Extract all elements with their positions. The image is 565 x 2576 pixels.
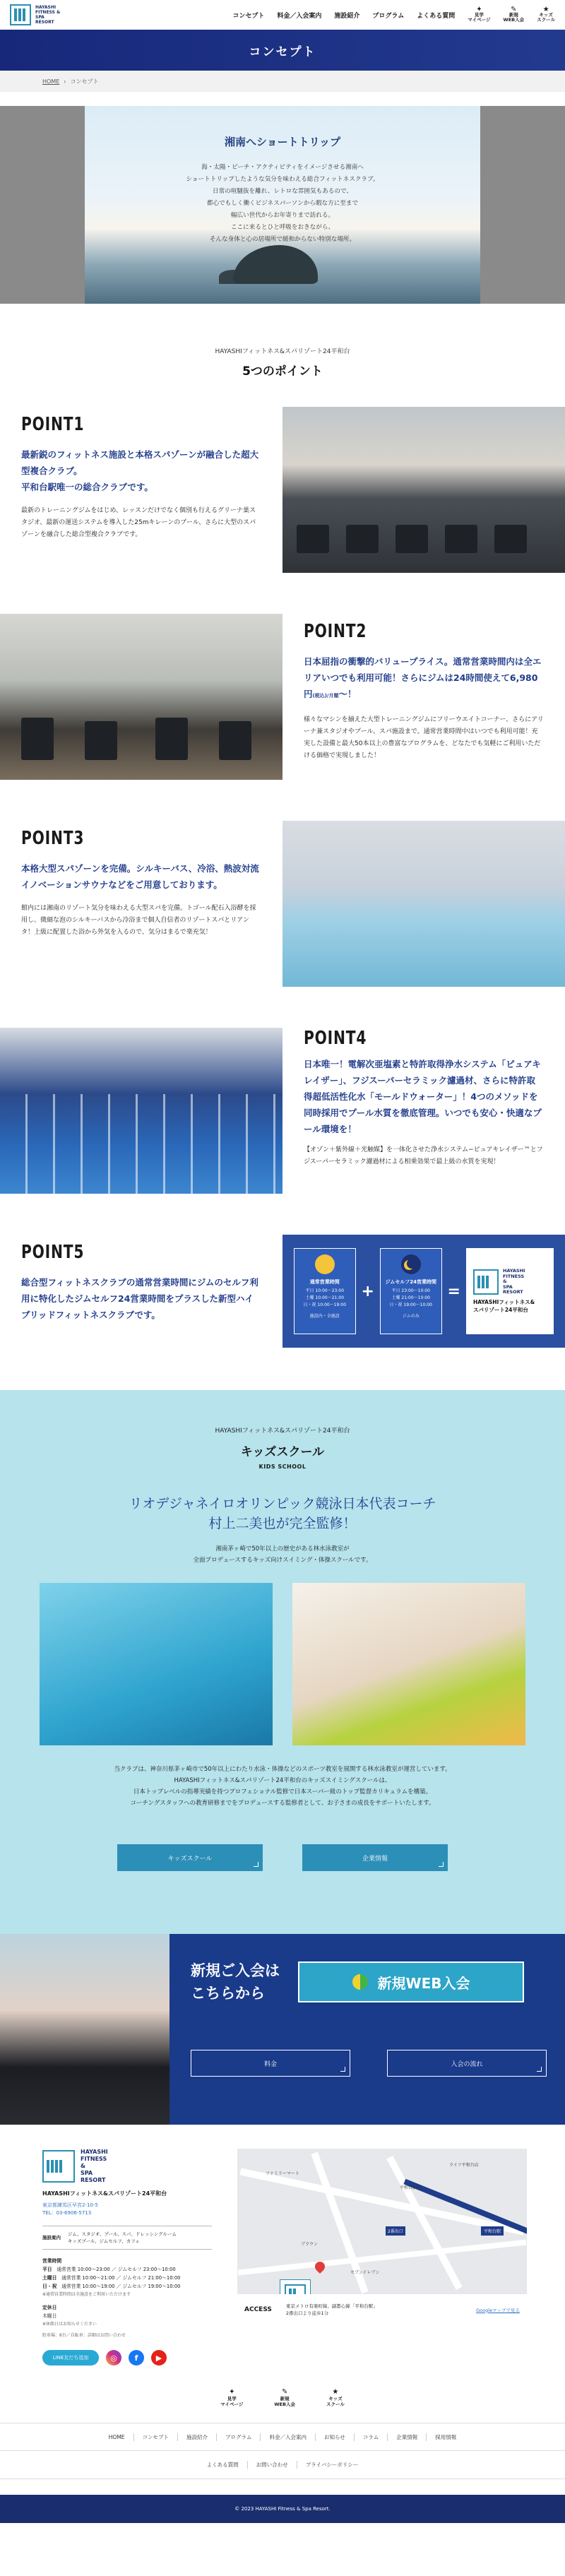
instagram-icon[interactable]: ◎ [106,2350,121,2366]
hours-time: 通常営業 10:00〜23:00 ／ ジムセルフ 23:00〜10:00 [56,2267,176,2272]
result-logo-text [503,1269,525,1295]
hours-day: 平日 [42,2267,52,2272]
kids-headline: リオデジャネイロオリンピック競泳日本代表コーチ 村上二美也が完全監修！ [129,1496,436,1531]
logo-line: SPA [81,2170,93,2176]
logo-mark-icon [42,2150,75,2183]
point-4-body: 【オゾン＋紫外線＋光触媒】を一体化させた浄水システム−ピュアキレイザー™とフジスーパーセラミック濾過材による相乗効果で最上級の水質を実現！ [304,1146,543,1165]
breadcrumb-home[interactable]: HOME [42,78,60,85]
footer-info [0,2125,565,2366]
nav-facility[interactable]: 施設紹介 [334,12,360,20]
footer-nav-item[interactable]: お問い合わせ [247,2461,297,2469]
day-hours-times: 平日 10:00〜23:00 土曜 10:00〜21:00 日・祝 10:00〜19:00 [303,1288,347,1307]
join-staff-photo [0,1934,170,2125]
point-3-body: 館内には湘南のリゾート気分を味わえる大型スパを完備。トゴール配石入浴酵を採用し、微細な泡のシルキーバスから冷浴まで個人自信者のリゾートスパとリアンタ！上級に配置した浴から外気を入るので、気分はまるで楽充気！ [21,905,256,936]
point-2-lead [304,653,544,704]
web-join-icon: ✎ [281,2388,288,2396]
point-1-number: POINT1 [21,414,85,435]
footer-kids-label: キッズ スクール [326,2396,345,2407]
hero-line: 日常の喧騒抜を離れ、レトロな雰囲気もあるので、 [212,188,352,195]
hero-center [85,106,480,304]
web-join-icon: ✎ [511,6,517,13]
copyright-text: © 2023 HAYASHI Fitness & Spa Resort. [234,2506,331,2512]
kids-body: 当クラブは、神奈川県茅ヶ崎市で50年以上にわたり水泳・体操などのスポーツ教室を展開する林水泳教室が運営しています。 HAYASHIフィットネス&スパリゾート24平和台のキッズスイミングスクールは、 日本トップレベルの指導実績を持つプロフェショナル監修で日本スーパー級のトップ監督カリキュラムを構築。 コーチングスタッフへの教育研修までをプロデュースする監修者として、お子さまの成長をサポートいたします。 [114,1766,451,1807]
gym-machine [494,525,527,553]
points-title: 5つのポイント [242,364,323,379]
point-2-lead-end: 〜！ [338,689,357,699]
logo-line: & [81,2163,85,2169]
day-hours-title: 通常営業時間 [309,1279,340,1285]
access-text: 東京メトロ有楽町線、副都心線「平和台駅」 2番出口より徒歩1分 [285,2303,378,2316]
map-label: ライフ平和台店 [449,2163,479,2168]
main-nav [232,7,555,23]
point-4-pool-image [0,1028,282,1194]
map-road [239,2168,524,2235]
logo-mark-icon [473,1269,499,1295]
site-logo[interactable] [10,4,64,25]
join-buttons [191,2050,565,2077]
footer-hours [42,2257,212,2340]
kids-title: キッズスクール [240,1445,325,1459]
footer-mypage-button[interactable] [220,2390,243,2407]
social-links [42,2350,212,2366]
breadcrumb-current: コンセプト [70,78,99,85]
hero-line: 幅広い世代からお年寄りまで訪れる。 [230,212,335,219]
map-label: セブンイレブン [350,2270,380,2275]
day-hours-card [294,1248,356,1334]
logo-mark-icon [10,4,31,25]
youtube-icon[interactable]: ▶ [151,2350,167,2366]
footer-address[interactable]: 東京都練馬区早宮2-10-5 TEL：03-6906-5713 [42,2202,98,2216]
footer-nav-item[interactable]: 施設紹介 [177,2433,216,2441]
point-4-text [304,1028,544,1168]
gym-machine [396,525,428,553]
kids-gym-image [292,1583,525,1745]
point-3-text [21,821,261,939]
access-map[interactable] [237,2149,527,2325]
hours-day: 日・祝 [42,2284,57,2289]
access-info [237,2294,527,2325]
mypage-icon: ✦ [476,6,482,13]
nav-mypage-label: 見学 マイページ [468,12,491,23]
point-5-number: POINT5 [21,1242,85,1263]
facebook-icon[interactable]: f [129,2350,144,2366]
point-1-gym-image [282,407,565,573]
point-3-number: POINT3 [21,828,85,849]
mypage-icon: ✦ [229,2388,235,2396]
point-1-text [21,407,261,541]
hero-line: ショートトリップしたような気分を味わえる総合フィットネスクラブ。 [186,176,379,183]
copyright-bar [0,2495,565,2523]
map-label: ブラウン [301,2242,319,2247]
result-logo-row [473,1269,554,1295]
hero-title: 湘南へショートトリップ [224,136,341,148]
points-subtitle: HAYASHIフィットネス&スパリゾート24平和台 [215,348,350,355]
footer-left [42,2149,212,2366]
logo-line: RESORT [502,1289,523,1295]
nav-concept[interactable]: コンセプト [232,12,265,20]
point-2-lead-tax: (税込)/月額 [312,693,339,699]
logo-text: HAYASHI FITNESS & SPA RESORT [35,5,61,25]
line-button[interactable]: LINE友だち追加 [42,2350,99,2366]
map-label: 平和台駅前 [400,2185,422,2190]
company-info-button[interactable]: 企業情報 [302,1844,448,1871]
point-5-diagram [282,1235,565,1348]
hero-line: 海・太陽・ビーチ・アクティビティをイメージさせる湘南へ [201,164,364,171]
kids-school-section [0,1390,565,1934]
nav-pricing[interactable]: 料金／入会案内 [277,12,322,20]
footer-nav-item[interactable]: よくある質問 [206,2462,239,2468]
access-label: ACCESS [244,2306,272,2313]
pool-lanes [0,1094,282,1194]
points-header [0,304,565,379]
footer-facility-table [42,2226,212,2250]
footer-logo-text [81,2149,108,2184]
closed-title: 定休日 [42,2305,57,2310]
plus-sign: + [361,1282,374,1300]
logo-line: HAYASHI [502,1268,525,1274]
breadcrumb-sep: › [64,78,66,85]
hero-section [0,106,565,304]
gym-machine [21,718,54,760]
hours-note: ※通常営業時間は全施設をご利用いただけます [42,2292,131,2297]
logo-line: FITNESS [81,2156,107,2162]
breadcrumb [0,71,565,92]
beginner-mark-icon [352,1974,368,1990]
page-title: コンセプト [249,44,316,59]
footer-kids-button[interactable] [326,2390,345,2407]
hero-line: そんな身体と心の居場所で緩和からない特別な場所。 [209,236,356,243]
map-label: ファミリーマート [266,2171,299,2176]
night-hours-title: ジムセルフ24営業時間 [385,1279,436,1285]
footer-web-join-button[interactable] [274,2390,295,2407]
point-3 [0,821,565,987]
footer-mypage-label: 見学 マイページ [220,2396,244,2407]
web-join-button[interactable] [298,1961,524,2002]
night-hours-card [380,1248,442,1334]
hero-yoga-image [0,106,85,304]
hours-row [42,2274,212,2282]
kids-icon: ★ [332,2388,339,2396]
nav-web-join-button[interactable] [504,7,525,23]
footer-nav-item[interactable]: プログラム [216,2433,260,2441]
footer-nav-item[interactable]: コラム [354,2433,387,2441]
footer-icon-links [0,2390,565,2407]
point-3-spa-image [282,821,565,987]
pricing-button[interactable]: 料金 [191,2050,350,2077]
kids-school-button[interactable]: キッズスクール [117,1844,263,1871]
point-4-number: POINT4 [304,1028,367,1049]
nav-kids-label: キッズ スクール [537,12,555,23]
point-2-text [304,614,544,762]
footer-nav-item[interactable]: HOME [108,2433,125,2440]
point-2-number: POINT2 [304,621,367,642]
map-road [238,2240,527,2276]
join-body [170,1934,565,2125]
gym-machine [297,525,329,553]
logo-line: FITNESS [502,1273,525,1279]
gym-machine [445,525,477,553]
join-section [0,1934,565,2125]
point-5-result-logo [466,1248,554,1334]
kids-title-en: KIDS SCHOOL [258,1464,307,1470]
point-4 [0,1028,565,1194]
footer-nav-item[interactable]: 採用情報 [426,2433,465,2441]
footer-nav-item[interactable]: 料金／入会案内 [260,2433,315,2441]
hero-text [85,162,480,246]
hours-time: 通常営業 10:00〜19:00 ／ ジムセルフ 19:00〜10:00 [61,2284,181,2289]
point-2 [0,614,565,780]
moon-icon [401,1254,421,1274]
result-club-name: HAYASHIフィットネス& スパリゾート24平和台 [472,1298,535,1313]
footer-web-join-label: 新規 WEB入会 [274,2396,295,2407]
sun-icon [315,1254,335,1274]
equals-sign: = [447,1282,460,1300]
point-2-gym-image [0,614,282,780]
footer-nav-item[interactable]: プライバシーポリシー [297,2461,367,2469]
nav-web-join-label: 新規 WEB入会 [503,12,525,23]
gym-machine [219,721,251,760]
point-3-lead: 本格大型スパゾーンを完備。シルキーバス、冷浴、熱波対流イノベーションサウナなどをご用意しております。 [21,863,259,890]
footer-nav [0,2423,565,2451]
hero-spa-image [480,106,565,304]
facility-label: 施設案内 [42,2235,61,2240]
logo-line: SPA [502,1283,513,1290]
footer-logo[interactable] [42,2149,212,2184]
facility-list: ジム、スタジオ、プール、スパ、ドレッシングルーム キッズプール、ジムセルフ、カフェ [68,2231,177,2244]
footer-club-name: HAYASHIフィットネス&スパリゾート24平和台 [42,2190,167,2197]
logo-line: & [502,1278,507,1285]
nav-program[interactable]: プログラム [372,12,405,20]
hours-title: 営業時間 [42,2258,62,2264]
day-hours-sub: 施設内・全施設 [309,1314,340,1319]
footer-nav-2 [0,2451,565,2479]
point-1-body: 最新のトレーニングジムをはじめ、レッスンだけでなく個別も行えるグリーナ巣スタジオ、最新の運送システムを導入した25mキレーンのプール、さらに大型のスパゾーンを融合した総合型複合クラブです。 [21,507,256,538]
hero-line: 都心でもしく働くビジネスパーソンから暇な方に至まで [206,200,359,207]
point-4-lead: 日本唯一！電解次亜塩素と特許取得浄水システム「ピュアキレイザー」、フジスーパーセラミック濾過材、さらに特許取得超低活性化水「モールドウォーター」！4つのメソッドを同時採用でプール水質を徹底管理。いつでも安心・快適なプール環境を！ [304,1059,542,1134]
map-road [386,2156,462,2290]
kids-buttons [0,1844,565,1871]
web-join-label: 新規WEB入会 [377,1974,470,1992]
footer-nav-item[interactable]: お知らせ [315,2433,354,2441]
join-flow-button[interactable]: 入会の流れ [387,2050,547,2077]
map-exit-label: 2番出口 [386,2226,405,2236]
hero-rock [233,245,318,284]
nav-kids-button[interactable] [537,7,555,23]
gym-machine [85,721,117,760]
logo-line: RESORT [81,2177,106,2183]
kids-swimming-image [40,1583,273,1745]
point-5 [0,1235,565,1348]
parking-info: 駐車場：6台／自転車：詳細はお問い合わせ [42,2333,126,2338]
footer-nav-item[interactable]: コンセプト [133,2433,178,2441]
footer-nav-item[interactable]: 企業情報 [387,2433,426,2441]
point-5-lead: 総合型フィットネスクラブの通常営業時間にジムのセルフ利用に特化したジムセルフ24営業時間をプラスした新型ハイブリッドフィットネスクラブです。 [21,1277,258,1320]
gym-machine [155,718,188,760]
site-header [0,0,565,30]
kids-icon: ★ [542,6,549,13]
closed-day: 木曜日 [42,2313,57,2319]
logo-line: HAYASHI [81,2149,108,2155]
nav-faq[interactable]: よくある質問 [417,12,456,20]
hours-day: 土曜日 [42,2275,57,2281]
kids-subtitle: HAYASHIフィットネス&スパリゾート24平和台 [215,1428,350,1435]
page-title-banner [0,30,565,71]
hours-row [42,2282,212,2291]
kids-images [0,1583,565,1745]
gym-machine [346,525,379,553]
hero-line: ここに来るとひと呼吸をおきながら、 [230,224,335,231]
hours-time: 通常営業 10:00〜21:00 ／ ジムセルフ 21:00〜10:00 [61,2275,181,2281]
point-5-text [21,1235,261,1323]
point-2-body: 様々なマシンを揃えた大型トレーニングジムにフリーウエイトコーナー、さらにアリーナ兼スタジオやプール、スパ施設まで。通常営業時間中はいつでも利用可能！充実した設備と最大50本以上の豊富なプログラムを、どなたでも気軽にご利用いただける価格で実現しました！ [304,716,544,759]
google-map-link[interactable]: Googleマップで見る [476,2307,520,2313]
map-station-label: 平和台駅 [481,2226,504,2236]
point-1 [0,407,565,573]
hours-row [42,2265,212,2274]
join-title: 新規ご入会は こちらから [191,1962,280,2002]
night-hours-times: 平日 23:00〜10:00 土曜 21:00〜10:00 日・祝 19:00〜10:00 [389,1288,432,1307]
kids-intro: 湘南茅ヶ崎で50年以上の歴史がある林水泳教室が 全面プロデュースするキッズ向けスイミング・体操スクールです。 [193,1545,372,1564]
night-hours-sub: ジムのみ [402,1314,420,1319]
closed-note: ※休館日はお知らせください [42,2322,97,2327]
point-1-lead: 最新鋭のフィットネス施設と本格スパゾーンが融合した超大型複合クラブ。 平和台駅唯一の総合クラブです。 [21,449,259,492]
nav-mypage-button[interactable] [468,7,490,23]
join-row [191,1959,565,2005]
point-2-lead-text: 日本屈指の衝撃的バリュープライス。通常営業時間内は全エリアいつでも利用可能！さらにジムは24時間使えて6,980円 [304,656,542,699]
